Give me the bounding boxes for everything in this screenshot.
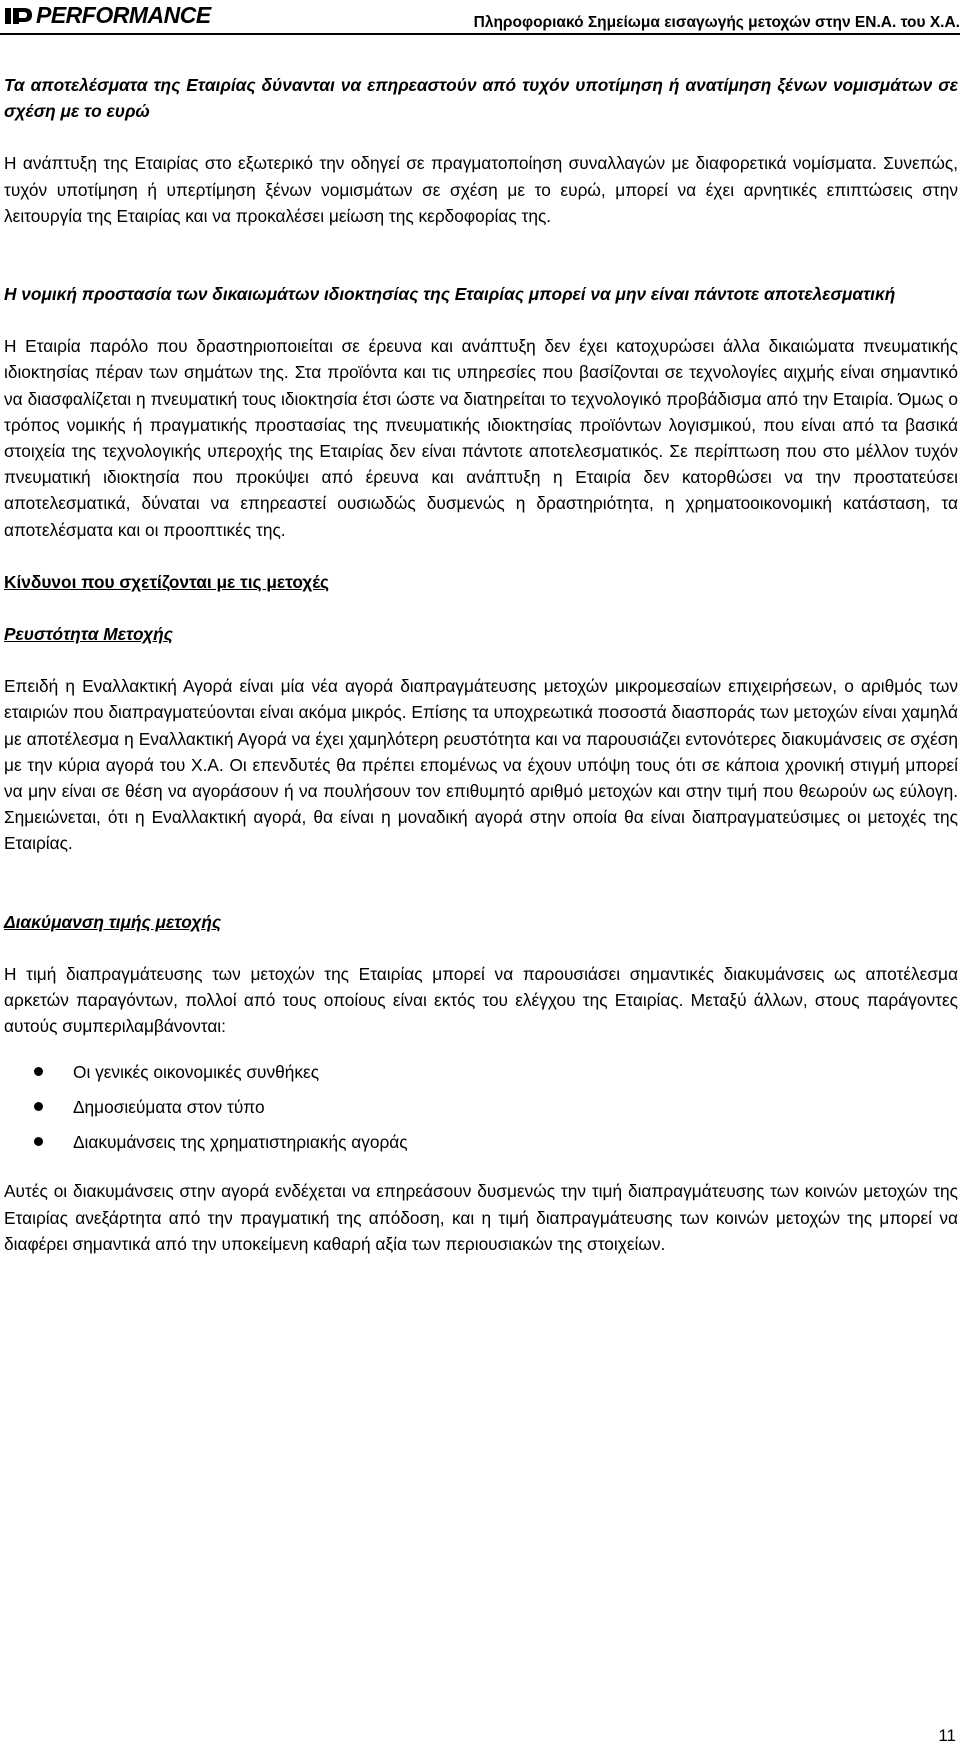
section-heading-share-risks: Κίνδυνοι που σχετίζονται με τις μετοχές: [4, 571, 330, 592]
list-item: Διακυμάνσεις της χρηματιστηριακής αγοράς: [4, 1129, 958, 1164]
logo-text: PERFORMANCE: [36, 2, 211, 28]
page-header: [0, 0, 960, 34]
section-heading-price-volatility: Διακύμανση τιμής μετοχής: [4, 911, 222, 932]
bullet-icon: [34, 1137, 43, 1146]
list-item: Δημοσιεύματα στον τύπο: [4, 1094, 958, 1129]
paragraph-share-liquidity: Επειδή η Εναλλακτική Αγορά είναι μία νέα αγορά διαπραγμάτευσης μετοχών μικρομεσαίων επιχειρήσεων, ο αριθμός των εταιριών που διαπραγματεύονται είναι ακόμα μικρός. Επίσης τα υποχρεωτικά ποσοστά διασποράς των μετοχών είναι χαμηλά με αποτέλεσμα η Εναλλακτική Αγορά να έχει χαμηλότερη ρευστότητα και να παρουσιάζει εντονότερες διακυμάνσεις σε σχέση με την κύρια αγορά του Χ.Α. Οι επενδυτές θα πρέπει επομένως να έχουν υπόψη τους ότι σε κάποια χρονική στιγμή μπορεί να μην είναι σε θέση να αγοράσουν ή να πουλήσουν τον επιθυμητό αριθμό μετοχών και στην τιμή που θεωρούν ως εύλογη. Σημειώνεται, ότι η Εναλλακτική αγορά, θα είναι η μοναδική αγορά στην οποία θα είναι διαπραγματεύσιμες οι μετοχές της Εταιρίας.: [4, 676, 958, 854]
paragraph-volatility-closing: Αυτές οι διακυμάνσεις στην αγορά ενδέχεται να επηρεάσουν δυσμενώς την τιμή διαπραγμάτευσης των κοινών μετοχών της Εταιρίας ανεξάρτητα από την πραγματική της απόδοση, και η τιμή διαπραγμάτευσης των κοινών μετοχών της μπορεί να διαφέρει σημαντικά από την υποκείμενη καθαρή αξία των περιουσιακών της στοιχείων.: [4, 1181, 958, 1254]
list-item: Οι γενικές οικονομικές συνθήκες: [4, 1059, 958, 1094]
volatility-factors-list: [4, 1059, 958, 1164]
document-title: Πληροφοριακό Σημείωμα εισαγωγής μετοχών στην ΕΝ.Α. του Χ.Α.: [473, 14, 960, 31]
bullet-icon: [34, 1102, 43, 1111]
paragraph-ip-protection: Η Εταιρία παρόλο που δραστηριοποιείται σε έρευνα και ανάπτυξη δεν έχει κατοχυρώσει άλλα δικαιώματα πνευματικής ιδιοκτησίας πέραν των σημάτων της. Στα προϊόντα και τις υπηρεσίες που βασίζονται σε τεχνολογίες αιχμής είναι σημαντικό να διασφαλίζεται η πνευματική τους ιδιοκτησία έτσι ώστε να διατηρείται το τεχνολογικό προβάδισμα από την Εταιρία. Όμως ο τρόπος νομικής ή πραγματικής προστασίας της πνευματικής ιδιοκτησίας προϊόντων λογισμικού, που είναι από τα βασικά στοιχεία της τεχνολογικής υπεροχής της Εταιρίας δεν είναι πάντοτε αποτελεσματικός. Σε περίπτωση που στο μέλλον τυχόν πνευματική ιδιοκτησία που προκύψει από έρευνα και ανάπτυξη η Εταιρία δεν κατορθώσει να την προστατεύσει αποτελεσματικά, δύναται να επηρεαστεί ουσιωδώς δυσμενώς η δραστηριότητα, η χρηματοοικονομική κατάσταση, τα αποτελέσματα και οι προοπτικές της.: [4, 336, 958, 540]
paragraph-currency-risk: Η ανάπτυξη της Εταιρίας στο εξωτερικό την οδηγεί σε πραγματοποίηση συναλλαγών με διαφορετικά νομίσματα. Συνεπώς, τυχόν υποτίμηση ή υπερτίμηση ξένων νομισμάτων σε σχέση με το ευρώ, μπορεί να έχει αρνητικές επιπτώσεις στην λειτουργία της Εταιρίας και να προκαλέσει μείωση της κερδοφορίας της.: [4, 153, 958, 226]
section-heading-ip-protection: Η νομική προστασία των δικαιωμάτων ιδιοκτησίας της Εταιρίας μπορεί να μην είναι πάντοτε αποτελεσματική: [4, 284, 896, 305]
section-heading-share-liquidity: Ρευστότητα Μετοχής: [4, 624, 173, 645]
logo: [4, 2, 211, 29]
page-number: 11: [938, 1726, 956, 1745]
section-heading-currency-risk: Τα αποτελέσματα της Εταιρίας δύνανται να επηρεαστούν από τυχόν υποτίμηση ή ανατίμηση ξένων νομισμάτων σε σχέση με το ευρώ: [4, 75, 958, 122]
page-content: [4, 72, 958, 1257]
bullet-icon: [34, 1067, 43, 1076]
paragraph-price-volatility: Η τιμή διαπραγμάτευσης των μετοχών της Εταιρίας μπορεί να παρουσιάσει σημαντικές διακυμάνσεις ως αποτέλεσμα αρκετών παραγόντων, πολλοί από τους οποίους είναι εκτός του ελέγχου της Εταιρίας. Μεταξύ άλλων, στους παράγοντες αυτούς συμπεριλαμβάνονται:: [4, 963, 958, 1037]
header-divider: [0, 33, 960, 35]
performance-logo-icon: [4, 5, 34, 27]
